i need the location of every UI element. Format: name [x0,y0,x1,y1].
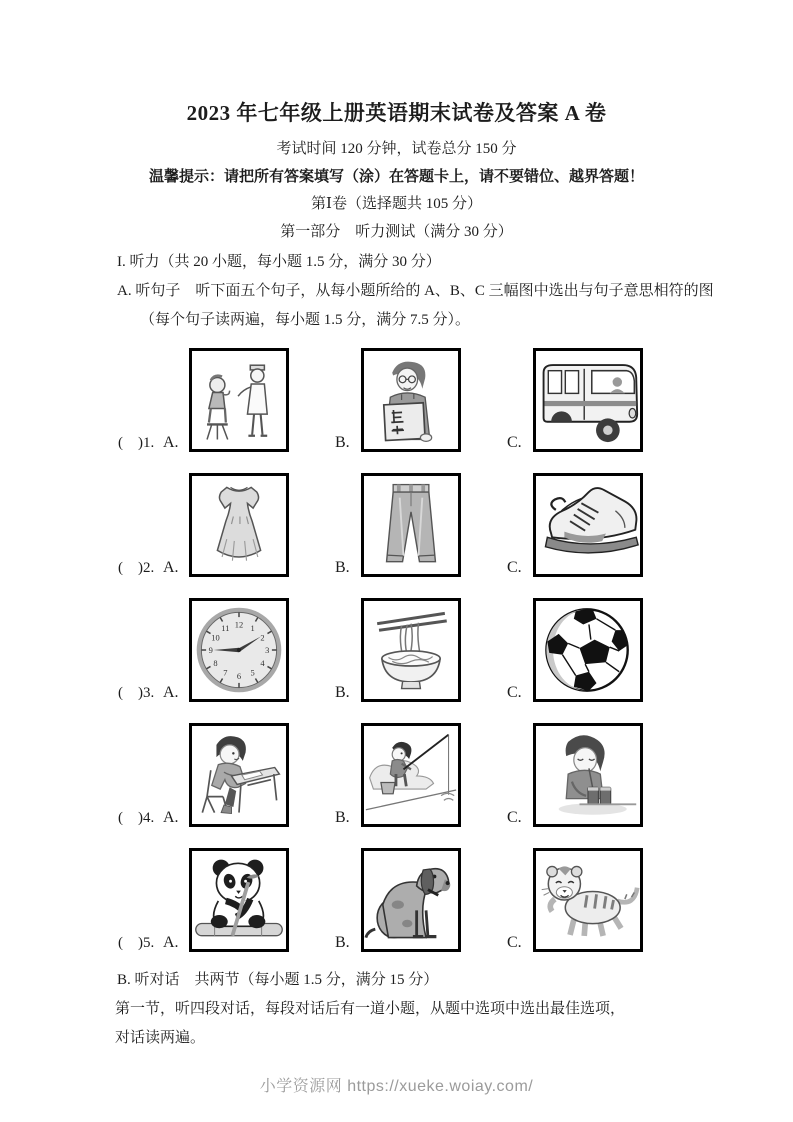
question-row-5 [118,848,793,952]
option-image-box [189,348,289,452]
option-image-box [361,473,461,577]
option-label-c: C. [507,809,522,826]
svg-text:2: 2 [260,632,265,643]
option-image-box [361,348,461,452]
option-image-box [361,598,461,702]
footer-site-credit: 小学资源网 https://xueke.woiay.com/ [259,1078,534,1095]
question-number: ( )2. [118,560,155,576]
section-b-instruction-line1: 第一节，听四段对话，每段对话后有一道小题，从题中选项中选出最佳选项， [115,1001,626,1017]
section-a-instruction-line1: A. 听句子 听下面五个句子，从每小题所给的 A、B、C 三幅图中选出与句子意思相符的图 [117,283,714,299]
option-label-a: A. [163,809,179,826]
option-image-box [361,723,461,827]
option-label-c: C. [507,684,522,701]
option-label-c: C. [507,559,522,576]
option-image-box [189,848,289,952]
option-label-a: A. [163,684,179,701]
doctor-and-patient-illustration [192,351,286,449]
section-i-heading: I. 听力（共 20 小题，每小题 1.5 分，满分 30 分） [117,254,441,270]
dog-sitting-illustration [364,851,458,949]
svg-text:4: 4 [260,657,265,668]
dress-illustration [192,476,286,574]
boy-writing-at-desk-illustration [192,726,286,824]
option-label-b: B. [335,559,350,576]
svg-text:10: 10 [211,632,220,643]
option-label-c: C. [507,934,522,951]
option-image-box [533,473,643,577]
volume-heading: 第Ⅰ卷（选择题共 105 分） [311,196,482,212]
part-heading: 第一部分 听力测试（满分 30 分） [280,223,513,240]
trousers-illustration [364,476,458,574]
svg-text:6: 6 [236,671,242,682]
option-image-box [189,473,289,577]
question-row-4 [118,723,793,827]
boy-fishing-illustration [364,726,458,824]
page-title: 2023 年七年级上册英语期末试卷及答案 A 卷 [186,101,607,125]
svg-text:5: 5 [250,667,255,678]
question-number: ( )4. [118,810,155,826]
option-label-c: C. [507,434,522,451]
option-image-box [189,723,289,827]
option-label-a: A. [163,434,179,451]
option-image-box [533,723,643,827]
option-image-box [361,848,461,952]
clock-showing-9-10-illustration [192,601,286,699]
question-row-3 [118,598,793,702]
option-image-box [533,598,643,702]
tiger-cub-illustration [536,851,640,949]
notice-line: 温馨提示：请把所有答案填写（涂）在答题卡上，请不要错位、越界答题！ [148,168,644,185]
question-row-2 [118,473,793,577]
soccer-ball-illustration [536,601,640,699]
option-image-box [189,598,289,702]
option-label-b: B. [335,934,350,951]
question-number: ( )1. [118,435,155,451]
svg-text:11: 11 [221,623,230,634]
option-image-box [533,848,643,952]
option-image-box [533,348,643,452]
boy-drinking-from-cans-illustration [536,726,640,824]
section-b-heading: B. 听对话 共两节（每小题 1.5 分，满分 15 分） [117,972,439,988]
svg-text:3: 3 [265,644,270,655]
sneaker-illustration [536,476,640,574]
man-holding-newspaper-illustration [364,351,458,449]
section-a-instruction-line2: （每个句子读两遍，每小题 1.5 分，满分 7.5 分）。 [140,312,471,328]
svg-text:8: 8 [213,657,218,668]
svg-text:1: 1 [250,623,255,634]
section-b-instruction-line2: 对话读两遍。 [115,1030,206,1046]
exam-info: 考试时间 120 分钟，试卷总分 150 分 [276,141,517,157]
option-label-b: B. [335,809,350,826]
option-label-a: A. [163,934,179,951]
svg-text:7: 7 [223,667,228,678]
bus-with-driver-illustration [536,351,640,449]
question-row-1 [118,348,793,452]
question-number: ( )5. [118,935,155,951]
option-label-b: B. [335,434,350,451]
bowl-of-noodles-illustration [364,601,458,699]
question-number: ( )3. [118,685,155,701]
svg-text:12: 12 [234,619,244,630]
option-label-b: B. [335,684,350,701]
svg-text:9: 9 [208,644,213,655]
option-label-a: A. [163,559,179,576]
panda-eating-bamboo-illustration [192,851,286,949]
